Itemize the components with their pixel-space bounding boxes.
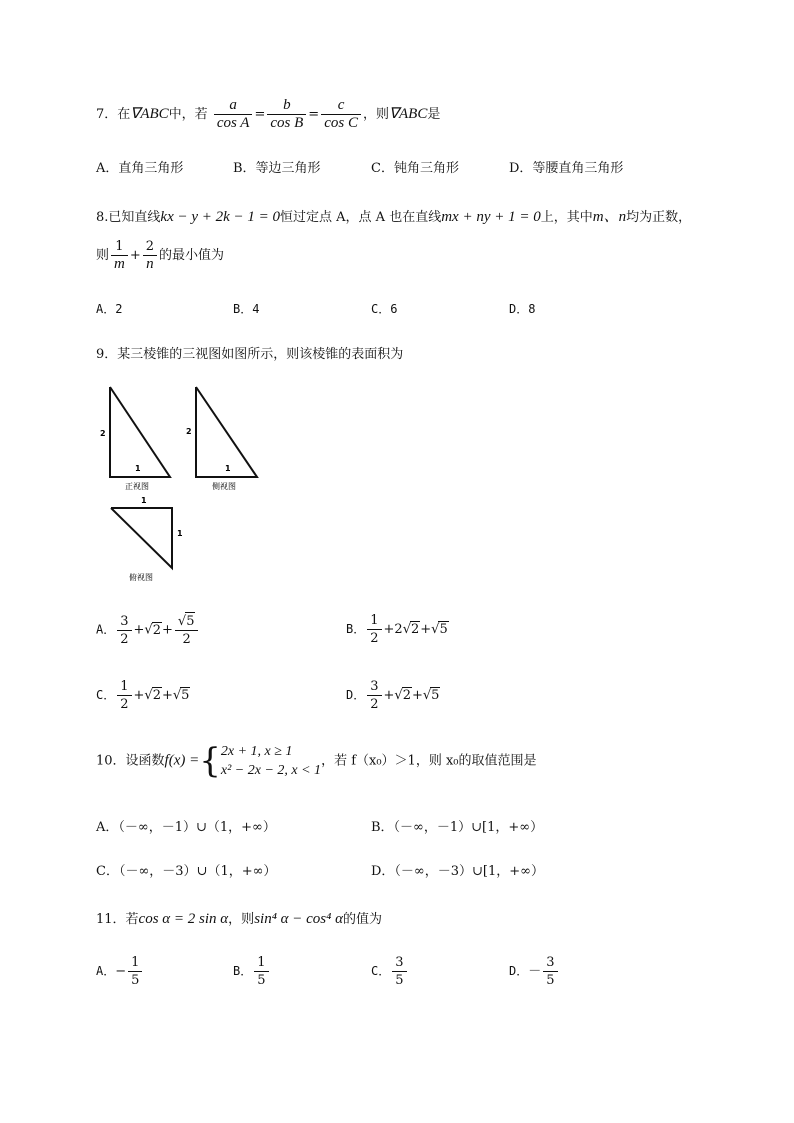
q11-eq: cos α = 2 sin α <box>138 911 229 927</box>
q9-option-d[interactable]: D． $\frac{3}{2}$ +√2+√5 <box>346 679 440 712</box>
q10-fx: f(x) = <box>164 752 200 769</box>
q10-option-a[interactable]: A．（－∞，－1）∪（1，+∞） <box>96 820 276 835</box>
q8-eq1: kx − y + 2k − 1 = 0 <box>160 209 281 225</box>
q8-frac-1: $\frac{1}{m}$ <box>111 238 128 273</box>
left-brace-icon: { <box>199 741 221 781</box>
triangle-symbol: ∇ <box>130 106 141 122</box>
q9-option-b[interactable]: B． $\frac{1}{2}$ +2√2+√5 <box>346 613 448 646</box>
q10-option-b[interactable]: B．（－∞，－1）∪[1，+∞） <box>371 820 544 835</box>
side-height-label: 2 <box>186 427 192 436</box>
q8-number: 8.已知直线 <box>96 210 161 225</box>
front-height-label: 2 <box>100 429 106 438</box>
q10-option-d[interactable]: D．（－∞，－3）∪[1，+∞） <box>371 864 544 879</box>
q8-mid2: 上，其中 <box>540 210 593 225</box>
q7-frac-b: $\frac{b}{\text{cos B}}$ <box>267 97 306 132</box>
side-view-label: 侧视图 <box>212 482 236 491</box>
front-view <box>100 387 170 491</box>
top-view <box>111 496 183 582</box>
top-height-label: 1 <box>177 529 183 538</box>
q8-option-b[interactable]: B．4 <box>233 302 260 316</box>
q7-option-a[interactable]: A．直角三角形 <box>96 161 184 176</box>
question-7: 7．在∇ABC中，若 $\frac{a}{\text{cos A}}$ = $\frac{b}{\text{cos B}}$ = $\frac{c}{\text{cos C}}$ ，则∇ABC是 <box>96 97 441 131</box>
q7-option-d[interactable]: D．等腰直角三角形 <box>509 161 624 176</box>
q11-option-a[interactable]: A．− $\frac{1}{5}$ <box>96 954 144 989</box>
question-9: 9．某三棱锥的三视图如图所示，则该棱锥的表面积为 <box>96 347 404 362</box>
q8-option-d[interactable]: D．8 <box>509 302 536 316</box>
q9-option-c[interactable]: C． $\frac{1}{2}$ +√2+√5 <box>96 679 190 712</box>
q11-option-d[interactable]: D．－ $\frac{3}{5}$ <box>509 954 560 989</box>
q7-end: 是 <box>427 107 441 122</box>
q7-number: 7．在 <box>96 107 131 122</box>
q7-frac-c: $\frac{c}{\text{cos C}}$ <box>321 97 361 132</box>
three-view-figure <box>95 380 280 585</box>
q9-option-a[interactable]: A． $\frac{3}{2}$ +√2+ $\frac{√5}{2}$ <box>96 612 200 648</box>
q7-option-c[interactable]: C．钝角三角形 <box>371 161 459 176</box>
q7-tri: ABC <box>140 106 169 122</box>
q11-option-b[interactable]: B． $\frac{1}{5}$ <box>233 954 271 989</box>
q11-expr: sin⁴ α − cos⁴ α <box>254 911 343 927</box>
side-view <box>186 387 257 491</box>
question-10: 10．设函数f(x) ={ 2x + 1, x ≥ 1 x² − 2x − 2, x < 1 ，若 f（x₀）＞1，则 x₀的取值范围是 <box>96 741 537 781</box>
q8-mid1: 恒过定点 A，点 A 也在直线 <box>280 210 442 225</box>
top-width-label: 1 <box>141 496 147 505</box>
q7-zh: 中，若 <box>168 107 208 122</box>
q11-option-c[interactable]: C． $\frac{3}{5}$ <box>371 954 409 989</box>
q8-option-c[interactable]: C．6 <box>371 302 398 316</box>
q8-eq2: mx + ny + 1 = 0 <box>441 209 541 225</box>
q7-tri-2: ABC <box>399 106 428 122</box>
q7-then: ，则 <box>362 107 389 122</box>
question-8-line-2: 则 $\frac{1}{m}$ + $\frac{2}{n}$ 的最小值为 <box>96 239 225 272</box>
q10-option-c[interactable]: C．（－∞，－3）∪（1，+∞） <box>96 864 277 879</box>
front-view-label: 正视图 <box>125 482 149 491</box>
q8-tail: 均为正数， <box>626 210 692 225</box>
q10-piecewise: 2x + 1, x ≥ 1 x² − 2x − 2, x < 1 <box>220 744 322 778</box>
question-8 <box>96 205 691 226</box>
q7-option-b[interactable]: B．等边三角形 <box>233 161 321 176</box>
q7-frac-a: $\frac{a}{\text{cos A}}$ <box>214 97 253 132</box>
question-11: 11．若cos α = 2 sin α，则sin⁴ α − cos⁴ α的值为 <box>96 911 383 927</box>
front-base-label: 1 <box>135 464 141 473</box>
top-view-label: 俯视图 <box>129 573 153 582</box>
side-base-label: 1 <box>225 464 231 473</box>
q8-frac-2: $\frac{2}{n}$ <box>143 238 157 273</box>
q8-mn: m、n <box>592 209 627 225</box>
q8-option-a[interactable]: A．2 <box>96 302 123 316</box>
